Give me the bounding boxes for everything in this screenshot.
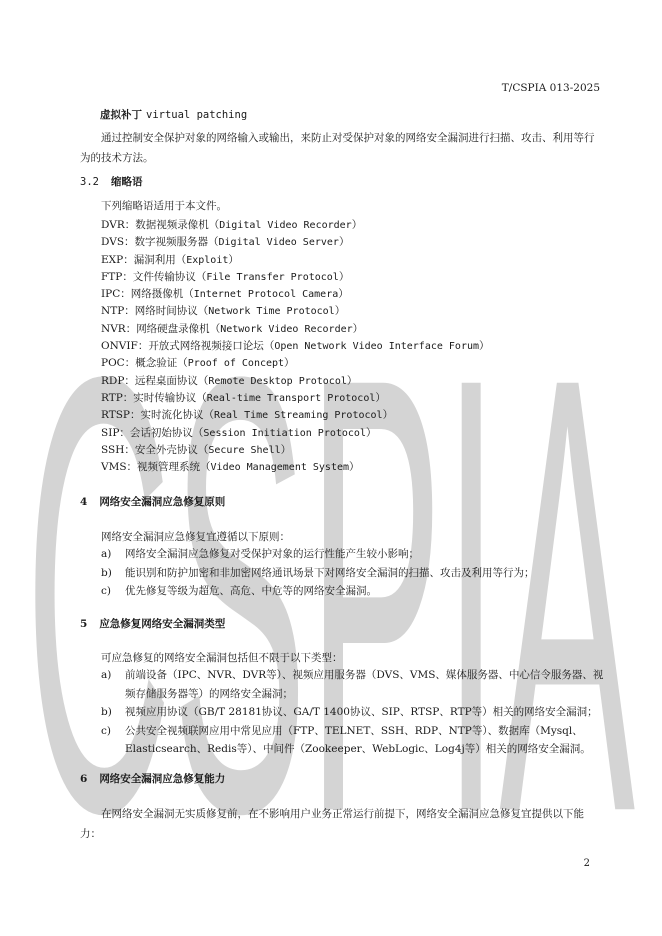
abbr-zh: 安全外壳协议 xyxy=(134,443,198,456)
section-title: 缩略语 xyxy=(110,176,143,188)
document-id: T/CSPIA 013-2025 xyxy=(501,82,600,94)
list-text: 前端设备（IPC、NVR、DVR等）、视频应用服务器（DVS、VMS、媒体服务器、中心信令服务器、视频存储服务器等）的网络安全漏洞； xyxy=(125,669,604,700)
abbr-code: RTSP xyxy=(101,409,130,422)
abbreviation-item xyxy=(101,338,490,355)
separator: ： xyxy=(124,443,135,456)
abbr-code: ONVIF xyxy=(101,340,138,353)
abbr-code: NVR xyxy=(101,322,126,335)
abbr-zh: 开放式网络视频接口论坛 xyxy=(148,340,264,353)
paren-close: ） xyxy=(375,391,386,404)
paren-close: ） xyxy=(479,340,490,353)
abbreviation-item xyxy=(101,269,490,286)
abbr-en: Secure Shell xyxy=(208,444,281,456)
section-4-heading xyxy=(80,494,225,509)
list-marker: b) xyxy=(101,566,112,579)
abbr-zh: 实时流化协议 xyxy=(140,409,204,422)
paren-open: （ xyxy=(197,443,209,456)
separator: ： xyxy=(125,322,137,335)
paren-open: （ xyxy=(195,270,207,283)
vuln-types-list xyxy=(101,666,605,759)
abbreviation-item xyxy=(101,390,490,407)
section-3-2-heading xyxy=(80,174,142,189)
paren-close: ） xyxy=(280,443,292,456)
paren-close: ） xyxy=(382,409,394,422)
paren-close: ） xyxy=(352,322,364,335)
abbr-zh: 会话初始协议 xyxy=(129,426,193,439)
abbreviation-item xyxy=(101,234,490,251)
abbr-en: Proof of Concept xyxy=(187,358,285,370)
abbr-en: Digital Video Server xyxy=(218,237,339,249)
list-item xyxy=(101,666,605,703)
list-marker: c) xyxy=(101,585,111,597)
abbr-zh: 概念验证 xyxy=(135,357,178,370)
abbreviation-item xyxy=(101,442,490,459)
paren-open: （ xyxy=(175,253,187,266)
abbr-en: Internet Protocol Camera xyxy=(193,289,339,301)
paren-open: （ xyxy=(203,409,214,422)
abbr-code: SIP xyxy=(101,426,120,439)
list-item xyxy=(101,545,605,564)
paren-close: ） xyxy=(338,288,349,301)
list-marker: b) xyxy=(101,706,112,718)
paren-close: ） xyxy=(338,236,350,249)
abbr-zh: 文件传输协议 xyxy=(132,270,196,283)
paren-open: （ xyxy=(208,236,219,249)
term-en: virtual patching xyxy=(146,109,248,121)
paren-open: （ xyxy=(209,322,221,335)
principles-list xyxy=(101,545,605,601)
paren-close: ） xyxy=(284,357,295,370)
abbreviation-item xyxy=(101,459,490,476)
abbreviation-item xyxy=(101,321,490,338)
abbreviation-item xyxy=(101,355,490,372)
paren-open: （ xyxy=(263,340,275,353)
list-item xyxy=(101,582,605,601)
abbr-zh: 网络摄像机 xyxy=(130,288,184,301)
abbr-zh: 实时传输协议 xyxy=(133,391,197,404)
page-number: 2 xyxy=(583,858,590,869)
section-number: 5 xyxy=(80,618,88,630)
abbr-en: Exploit xyxy=(186,254,229,266)
abbr-code: FTP xyxy=(101,270,123,283)
abbr-en: Open Network Video Interface Forum xyxy=(274,341,480,353)
abbr-zh: 漏洞利用 xyxy=(133,253,176,266)
paren-close: ） xyxy=(228,253,239,266)
term-zh: 虚拟补丁 xyxy=(100,109,142,121)
abbr-zh: 数据视频录像机 xyxy=(135,219,209,231)
abbr-en: Real-time Transport Protocol xyxy=(206,392,376,404)
abbr-en: Video Management System xyxy=(210,462,350,474)
section-title: 网络安全漏洞应急修复能力 xyxy=(99,773,226,785)
abbr-en: File Transfer Protocol xyxy=(206,271,339,283)
abbreviation-item xyxy=(101,303,490,320)
abbreviation-item xyxy=(101,407,490,424)
abbr-en: Digital Video Recorder xyxy=(219,220,352,231)
list-item xyxy=(101,564,605,583)
abbreviation-item xyxy=(101,425,490,442)
abbr-code: DVS xyxy=(101,236,125,249)
section-number: 6 xyxy=(80,773,88,785)
section-title: 应急修复网络安全漏洞类型 xyxy=(99,618,226,630)
paren-close: ） xyxy=(351,219,363,231)
section-4-intro: 网络安全漏洞应急修复宜遵循以下原则： xyxy=(101,531,290,543)
abbr-code: VMS xyxy=(101,461,127,474)
abbr-en: Session Initiation Protocol xyxy=(203,427,366,439)
paren-open: （ xyxy=(197,374,209,387)
term-entry xyxy=(100,107,247,122)
section-number: 3.2 xyxy=(80,176,99,188)
abbreviation-item xyxy=(101,286,490,303)
section-6-heading xyxy=(80,771,225,786)
list-text: 网络安全漏洞应急修复对受保护对象的运行性能产生较小影响； xyxy=(125,548,419,560)
separator: ： xyxy=(124,236,135,249)
abbr-code: IPC xyxy=(101,288,121,301)
separator: ： xyxy=(137,340,149,353)
list-text: 视频应用协议（GB/T 28181协议、GA/T 1400协议、SIP、RTSP、RTP等）相关的网络安全漏洞； xyxy=(125,706,598,718)
paren-close: ） xyxy=(346,374,358,387)
paren-open: （ xyxy=(208,219,220,231)
list-text: 公共安全视频联网应用中常见应用（FTP、TELNET、SSH、RDP、NTP等）、数据库（Mysql、Elasticsearch、Redis等）、中间件（Zookeeper、WebLogic、Log4j等）相关的网络安全漏洞。 xyxy=(125,724,591,755)
separator: ： xyxy=(124,357,136,370)
list-marker: a) xyxy=(101,669,112,681)
separator: ： xyxy=(126,461,138,474)
section-number: 4 xyxy=(80,496,88,508)
separator: ： xyxy=(123,253,134,266)
separator: ： xyxy=(124,305,135,318)
section-6-text: 在网络安全漏洞无实质修复前，在不影响用户业务正常运行前提下，网络安全漏洞应急修复宜提供以下能力： xyxy=(80,808,584,840)
abbr-en: Remote Desktop Protocol xyxy=(208,375,347,387)
paren-open: （ xyxy=(177,357,188,370)
abbr-en: Network Video Recorder xyxy=(220,323,353,335)
abbr-en: Network Time Protocol xyxy=(208,306,335,318)
paren-open: （ xyxy=(197,305,209,318)
abbr-intro: 下列缩略语适用于本文件。 xyxy=(101,200,227,212)
paren-close: ） xyxy=(334,305,346,318)
abbr-zh: 网络硬盘录像机 xyxy=(136,322,210,335)
section-5-intro: 可应急修复的网络安全漏洞包括但不限于以下类型： xyxy=(101,652,343,664)
paren-open: （ xyxy=(192,426,204,439)
paren-close: ） xyxy=(365,426,377,439)
abbr-zh: 视频管理系统 xyxy=(137,461,201,474)
paren-open: （ xyxy=(200,461,211,474)
abbr-zh: 数字视频服务器 xyxy=(134,236,209,249)
abbr-code: EXP xyxy=(101,253,124,266)
watermark-text: CSPIA xyxy=(24,248,636,936)
list-marker: c) xyxy=(101,724,111,737)
abbr-zh: 网络时间协议 xyxy=(134,305,198,318)
abbreviation-list xyxy=(101,217,490,476)
list-item xyxy=(101,722,605,759)
abbr-code: POC xyxy=(101,357,125,370)
separator: ： xyxy=(124,219,136,231)
section-5-heading xyxy=(80,616,225,631)
separator: ： xyxy=(119,426,130,439)
separator: ： xyxy=(120,288,131,301)
abbr-code: NTP xyxy=(101,305,125,318)
abbr-code: RTP xyxy=(101,391,123,404)
separator: ： xyxy=(122,391,134,404)
term-definition: 通过控制安全保护对象的网络输入或输出，来防止对受保护对象的网络安全漏洞进行扫描、攻击、利用等行为的技术方法。 xyxy=(80,132,595,164)
separator: ： xyxy=(122,270,133,283)
list-item xyxy=(101,703,605,722)
abbreviation-item xyxy=(101,252,490,269)
paren-open: （ xyxy=(183,288,194,301)
paren-open: （ xyxy=(196,391,207,404)
section-title: 网络安全漏洞应急修复原则 xyxy=(99,496,226,508)
list-marker: a) xyxy=(101,548,112,560)
abbr-en: Real Time Streaming Protocol xyxy=(213,410,383,422)
list-text: 能识别和防护加密和非加密网络通讯场景下对网络安全漏洞的扫描、攻击及利用等行为； xyxy=(125,566,535,579)
paren-close: ） xyxy=(349,461,360,474)
abbr-code: SSH xyxy=(101,443,125,456)
paren-close: ） xyxy=(338,270,350,283)
abbr-code: RDP xyxy=(101,374,125,387)
separator: ： xyxy=(129,409,141,422)
abbreviation-item xyxy=(101,217,490,234)
abbreviation-item xyxy=(101,373,490,390)
list-text: 优先修复等级为超危、高危、中危等的网络安全漏洞。 xyxy=(125,585,377,597)
abbr-zh: 远程桌面协议 xyxy=(134,374,198,387)
separator: ： xyxy=(124,374,135,387)
abbr-code: DVR xyxy=(101,219,125,231)
